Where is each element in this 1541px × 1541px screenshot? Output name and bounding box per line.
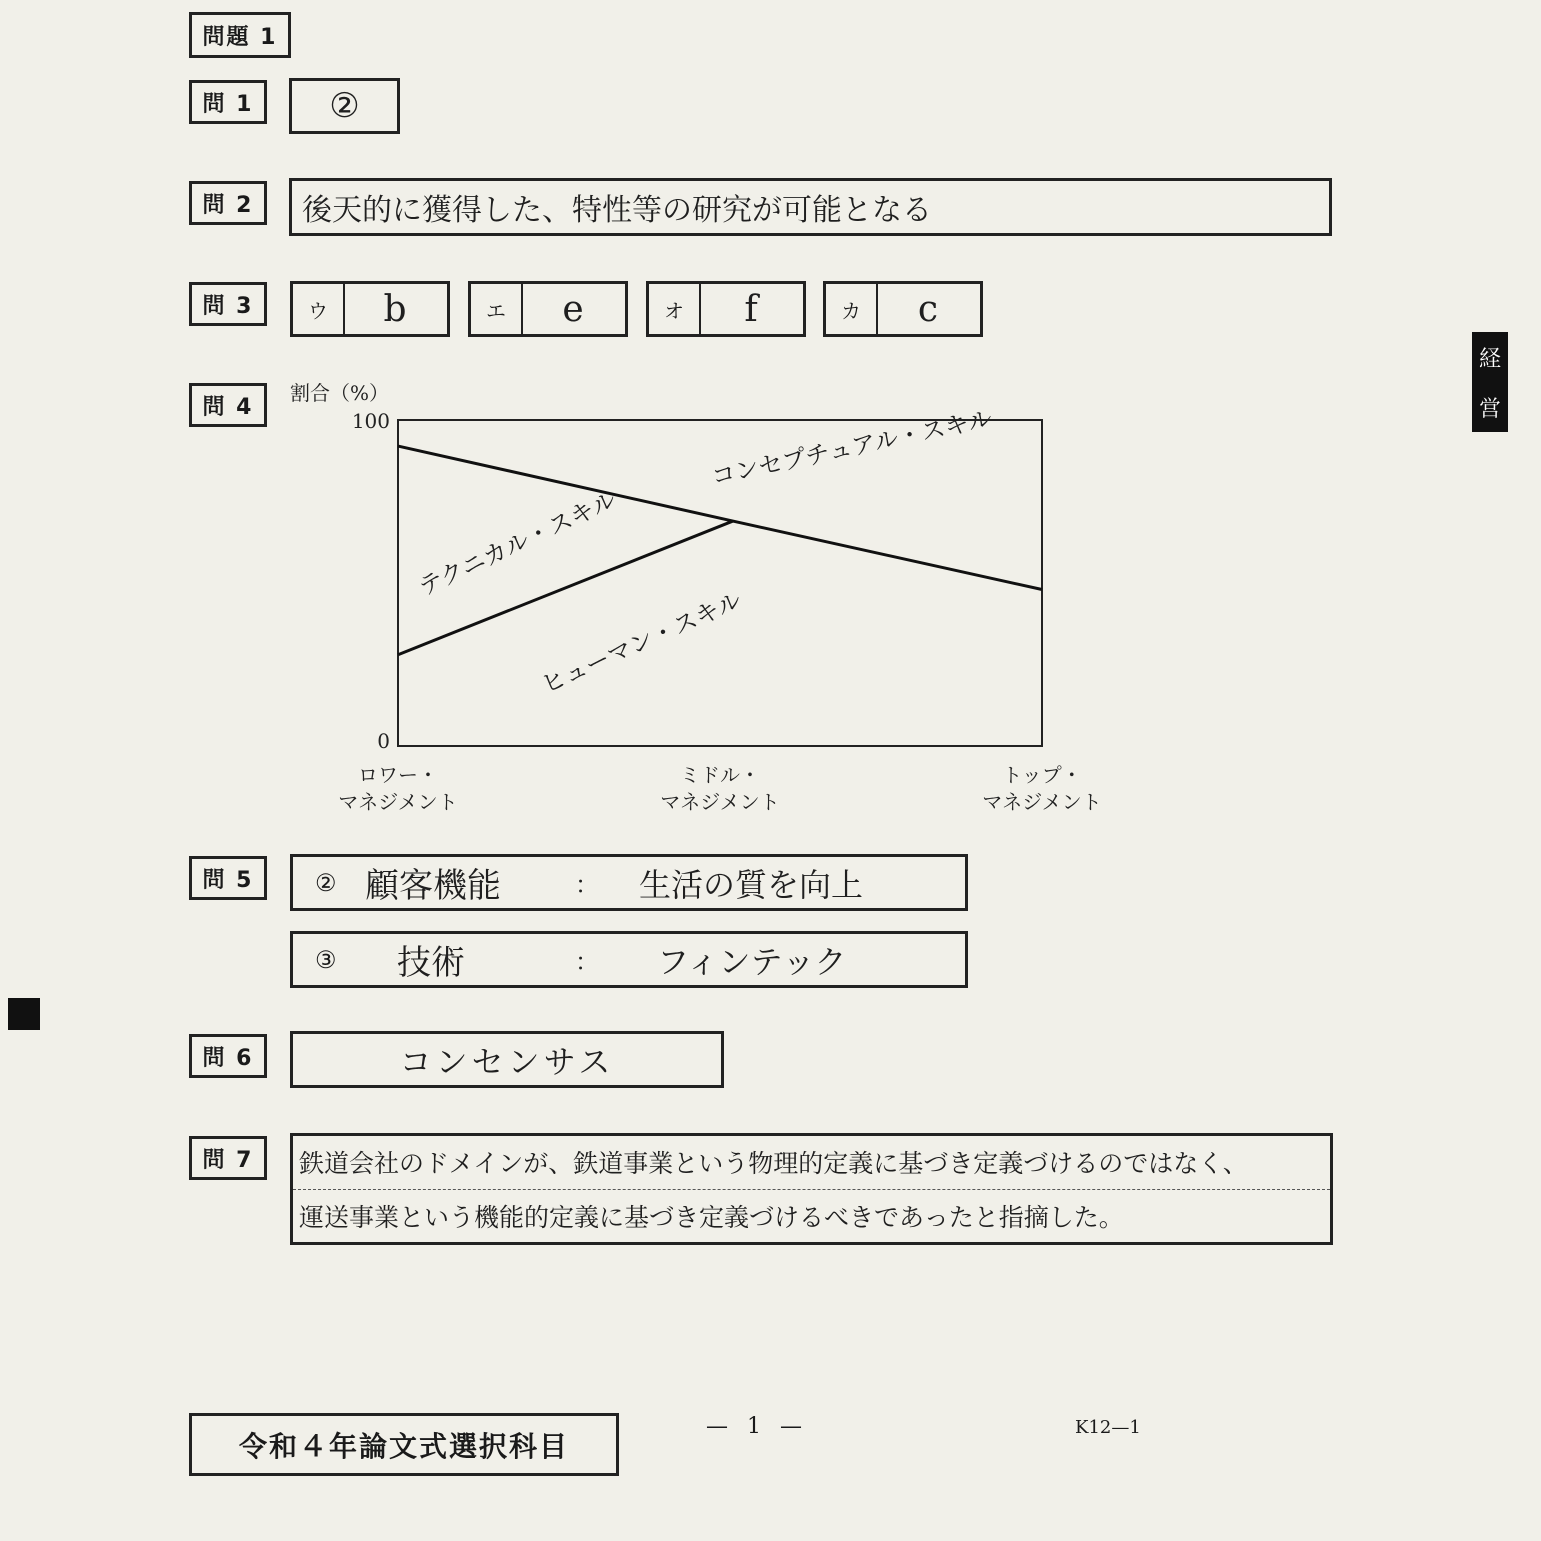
subject-side-tab	[1472, 332, 1508, 432]
q1-answer-box[interactable]	[289, 78, 400, 134]
chart-x-tick-label: ミドル・マネジメント	[660, 763, 780, 814]
q3-answer-box[interactable]	[646, 281, 806, 337]
chart-x-tick-label: ロワー・マネジメント	[338, 763, 458, 814]
q7-answer-box[interactable]	[290, 1133, 1333, 1245]
q3-answer-value: b	[383, 288, 407, 330]
q5-row-term: 顧客機能	[365, 866, 501, 906]
q2-label: 問 2	[189, 181, 267, 225]
q1-label: 問 1	[189, 80, 267, 124]
q3-answer-box[interactable]	[823, 281, 983, 337]
q3-label: 問 3	[189, 282, 267, 326]
chart-y-tick-label: 0	[377, 729, 390, 753]
q3-answer-key: エ	[471, 284, 523, 334]
exam-title: 令和４年論文式選択科目	[189, 1413, 619, 1476]
side-tab-char: 経	[1478, 346, 1501, 372]
q3-answer-value: e	[562, 288, 584, 330]
q1-answer: ②	[329, 86, 360, 126]
chart-y-tick-label: 100	[351, 409, 390, 433]
q7-label: 問 7	[189, 1136, 267, 1180]
q6-label: 問 6	[189, 1034, 267, 1078]
q5-row-2-box[interactable]	[290, 854, 968, 911]
q7-answer-line-2: 運送事業という機能的定義に基づき定義づけるべきであったと指摘した。	[299, 1203, 1124, 1232]
chart-region-label: ヒューマン・スキル	[537, 585, 746, 700]
q3-answer-value: f	[744, 288, 758, 330]
q5-row-3-box[interactable]	[290, 931, 968, 988]
q6-answer: コンセンサス	[399, 1042, 615, 1081]
registration-marker	[8, 998, 40, 1030]
q3-answer-value: c	[917, 288, 939, 330]
q3-answer-key: カ	[826, 284, 878, 334]
q4-label: 問 4	[189, 383, 267, 427]
q5-row-value: フィンテック	[657, 942, 847, 981]
q3-answer-box[interactable]	[290, 281, 450, 337]
page-code: K12—1	[1075, 1417, 1141, 1438]
q3-answer-key: ウ	[293, 284, 345, 334]
q5-row-number: ②	[315, 868, 337, 897]
page-number: — 1 —	[706, 1414, 808, 1439]
q2-answer-box[interactable]	[289, 178, 1332, 236]
q3-answer-box[interactable]	[468, 281, 628, 337]
q7-answer-line-1: 鉄道会社のドメインが、鉄道事業という物理的定義に基づき定義づけるのではなく、	[299, 1149, 1248, 1178]
side-tab-char: 営	[1478, 396, 1501, 422]
q5-label: 問 5	[189, 856, 267, 900]
q5-row-separator: ：	[575, 871, 599, 899]
q5-row-separator: ：	[575, 948, 599, 976]
q7-ruled-line	[293, 1189, 1330, 1190]
chart-region-label: コンセプチュアル・スキル	[708, 404, 995, 492]
q5-row-number: ③	[315, 945, 337, 974]
q3-answer-key: オ	[649, 284, 701, 334]
chart-region-label: テクニカル・スキル	[414, 485, 621, 602]
skill-ratio-chart	[280, 370, 1140, 820]
q6-answer-box[interactable]	[290, 1031, 724, 1088]
chart-x-tick-label: トップ・マネジメント	[982, 763, 1102, 814]
chart-y-axis-label: 割合（%）	[290, 381, 390, 405]
q2-answer: 後天的に獲得した、特性等の研究が可能となる	[302, 193, 932, 228]
q5-row-term: 技術	[397, 943, 465, 983]
section-label: 問題 1	[189, 12, 291, 58]
q5-row-value: 生活の質を向上	[639, 865, 864, 904]
